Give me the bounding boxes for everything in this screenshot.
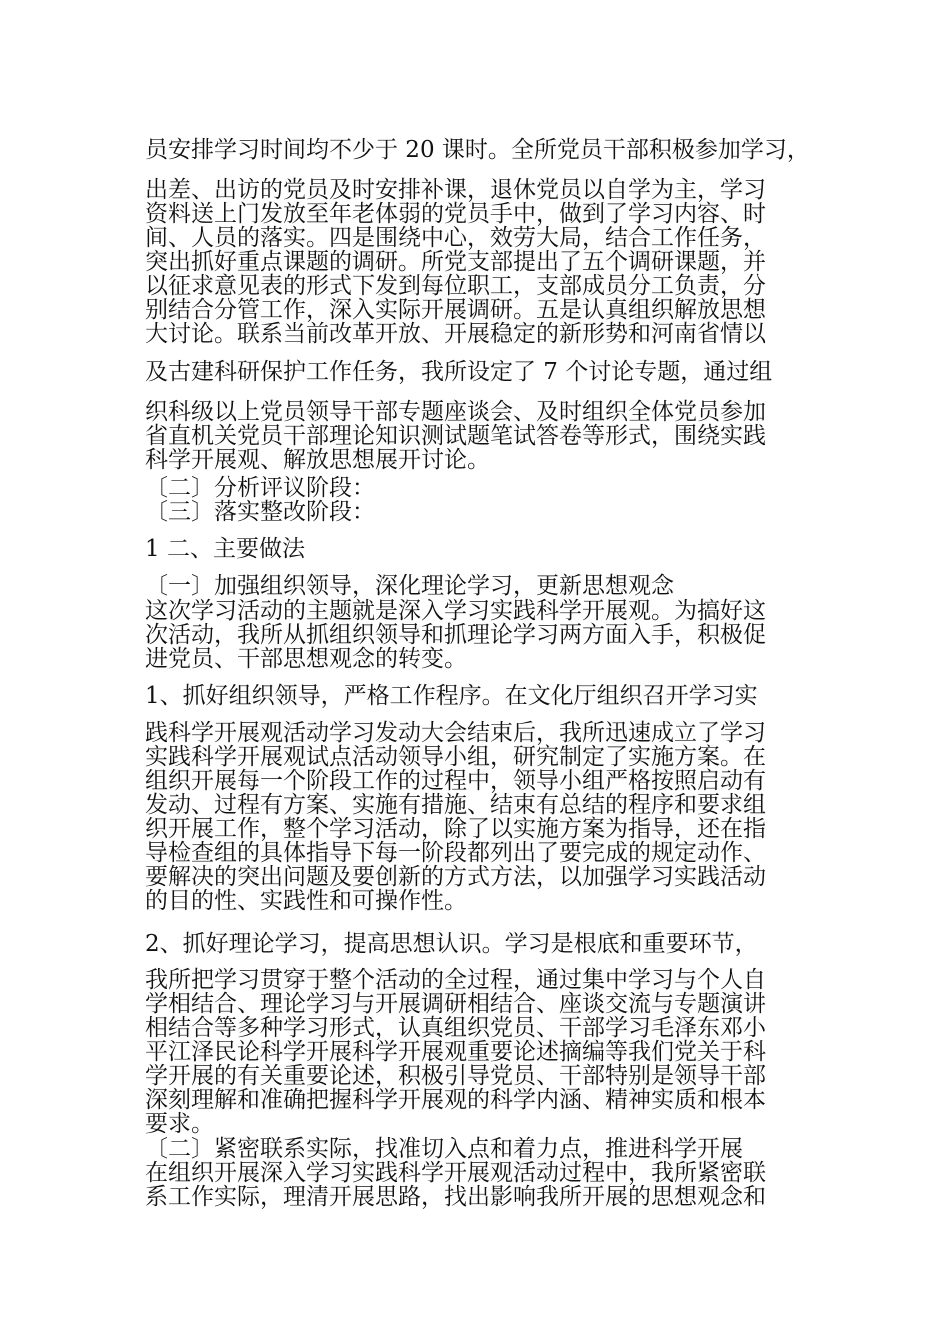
text-line: 别结合分管工作，深入实际开展调研。五是认真组织解放思想 xyxy=(145,297,766,323)
text-line: 出差、出访的党员及时安排补课，退休党员以自学为主，学习 xyxy=(145,177,766,203)
subsection-heading: 〔二〕分析评议阶段： xyxy=(145,475,375,501)
text-line: 员安排学习时间均不少于 20 课时。全所党员干部积极参加学习， xyxy=(145,137,810,163)
text-line: 实践科学开展观试点活动领导小组，研究制定了实施方案。在 xyxy=(145,744,766,770)
subsection-heading: 〔一〕加强组织领导，深化理论学习，更新思想观念 xyxy=(145,573,674,599)
text-line: 这次学习活动的主题就是深入学习实践科学开展观。为搞好这 xyxy=(145,598,766,624)
text-line: 1、抓好组织领导，严格工作程序。在文化厅组织召开学习实 xyxy=(145,683,758,709)
text-line: 间、人员的落实。四是围绕中心，效劳大局，结合工作任务， xyxy=(145,225,766,251)
text-line: 科学开展观、解放思想展开讨论。 xyxy=(145,447,490,473)
text-line: 进党员、干部思想观念的转变。 xyxy=(145,646,467,672)
text-line: 织开展工作，整个学习活动，除了以实施方案为指导，还在指 xyxy=(145,816,766,842)
text-line: 发动、过程有方案、实施有措施、结束有总结的程序和要求组 xyxy=(145,792,766,818)
text-line: 学相结合、理论学习与开展调研相结合、座谈交流与专题演讲 xyxy=(145,991,766,1017)
text-line: 资料送上门发放至年老体弱的党员手中，做到了学习内容、时 xyxy=(145,201,766,227)
text-line: 2、抓好理论学习，提高思想认识。学习是根底和重要环节， xyxy=(145,931,758,957)
text-line: 在组织开展深入学习实践科学开展观活动过程中，我所紧密联 xyxy=(145,1160,766,1186)
text-line: 学开展的有关重要论述，积极引导党员、干部特别是领导干部 xyxy=(145,1063,766,1089)
text-line: 次活动，我所从抓组织领导和抓理论学习两方面入手，积极促 xyxy=(145,622,766,648)
text-line: 导检查组的具体指导下每一阶段都列出了要完成的规定动作、 xyxy=(145,840,766,866)
text-line: 大讨论。联系当前改革开放、开展稳定的新形势和河南省情以 xyxy=(145,321,766,347)
text-line: 我所把学习贯穿于整个活动的全过程，通过集中学习与个人自 xyxy=(145,967,766,993)
subsection-heading: 〔三〕落实整改阶段： xyxy=(145,499,375,525)
text-line: 深刻理解和准确把握科学开展观的科学内涵、精神实质和根本 xyxy=(145,1087,766,1113)
text-line: 以征求意见表的形式下发到每位职工，支部成员分工负责，分 xyxy=(145,273,766,299)
text-line: 相结合等多种学习形式，认真组织党员、干部学习毛泽东邓小 xyxy=(145,1015,766,1041)
text-line: 系工作实际，理清开展思路，找出影响我所开展的思想观念和 xyxy=(145,1184,766,1210)
text-line: 要求。 xyxy=(145,1111,214,1137)
text-line: 要解决的突出问题及要创新的方式方法，以加强学习实践活动 xyxy=(145,864,766,890)
text-line: 组织开展每一个阶段工作的过程中，领导小组严格按照启动有 xyxy=(145,768,766,794)
text-line: 织科级以上党员领导干部专题座谈会、及时组织全体党员参加 xyxy=(145,399,766,425)
text-line: 突出抓好重点课题的调研。所党支部提出了五个调研课题，并 xyxy=(145,249,766,275)
text-line: 省直机关党员干部理论知识测试题笔试答卷等形式，围绕实践 xyxy=(145,423,766,449)
text-line: 平江泽民论科学开展科学开展观重要论述摘编等我们党关于科 xyxy=(145,1039,766,1065)
section-heading: 1 二、主要做法 xyxy=(145,536,305,562)
text-line: 的目的性、实践性和可操作性。 xyxy=(145,888,467,914)
text-line: 及古建科研保护工作任务，我所设定了 7 个讨论专题，通过组 xyxy=(145,359,773,385)
subsection-heading: 〔二〕紧密联系实际，找准切入点和着力点，推进科学开展 xyxy=(145,1136,743,1162)
text-line: 践科学开展观活动学习发动大会结束后，我所迅速成立了学习 xyxy=(145,720,766,746)
